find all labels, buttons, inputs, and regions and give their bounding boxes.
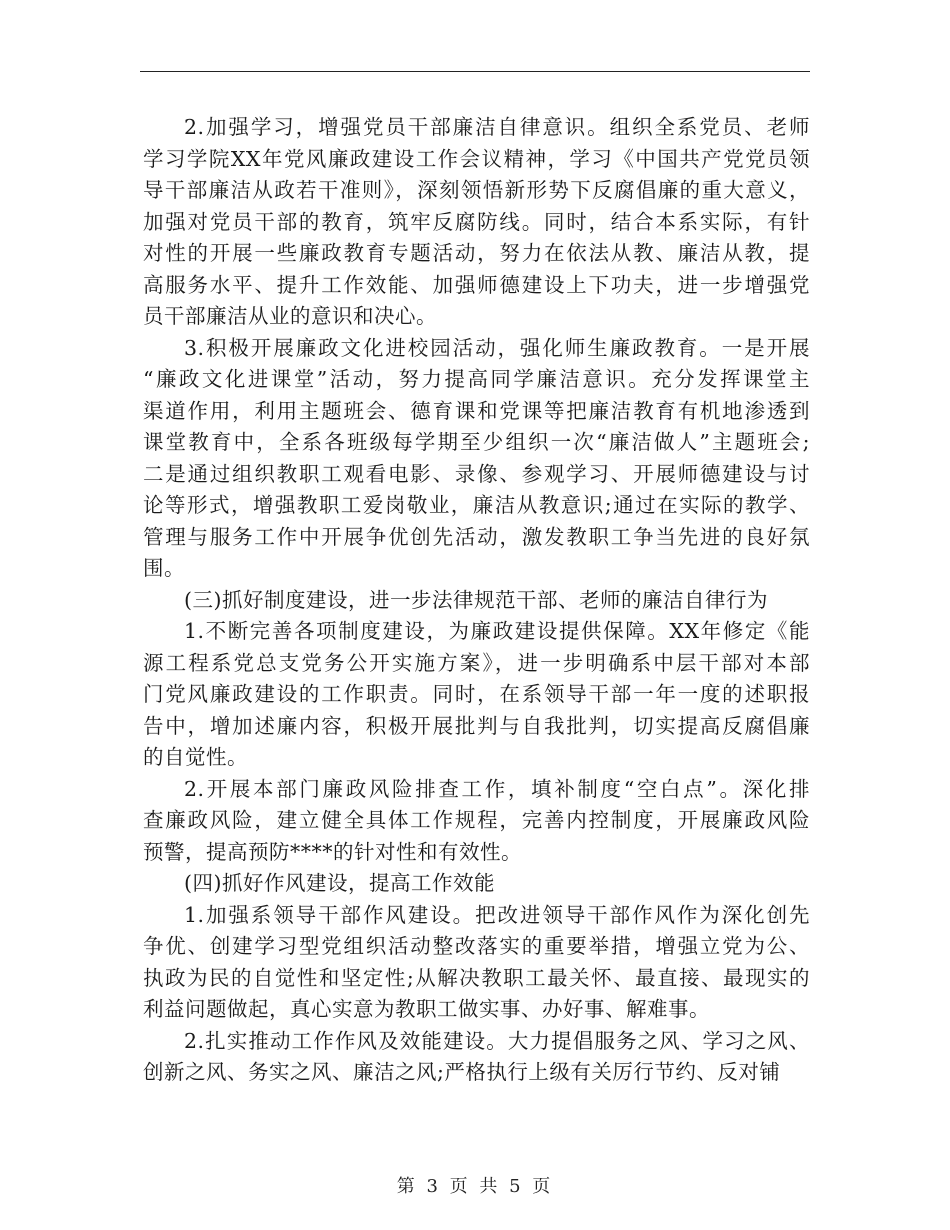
text-line: 管理与服务工作中开展争优创先活动，激发教职工争当先进的良好氛: [143, 524, 810, 549]
text-line: (三)抓好制度建设，进一步法律规范干部、老师的廉洁自律行为: [184, 587, 768, 612]
text-line: 员干部廉洁从业的意识和决心。: [143, 304, 437, 328]
text-line: 利益问题做起，真心实意为教职工做实事、办好事、解难事。: [143, 997, 710, 1021]
paragraph: [143, 585, 810, 617]
text-line: 执政为民的自觉性和坚定性;从解决教职工最关怀、最直接、最现实的: [143, 965, 810, 990]
paragraph: [143, 900, 810, 1026]
text-line: 1.加强系领导干部作风建设。把改进领导干部作风作为深化创先: [184, 902, 810, 927]
text-line: 加强对党员干部的教育，筑牢反腐防线。同时，结合本系实际，有针: [143, 209, 810, 234]
text-line: 3.积极开展廉政文化进校园活动，强化师生廉政教育。一是开展: [184, 335, 810, 360]
text-line: “廉政文化进课堂”活动，努力提高同学廉洁意识。充分发挥课堂主: [143, 367, 810, 391]
text-line: 学习学院XX年党风廉政建设工作会议精神，学习《中国共产党党员领: [143, 146, 810, 171]
text-line: 渠道作用，利用主题班会、德育课和党课等把廉洁教育有机地渗透到: [143, 398, 810, 423]
text-line: 预警，提高预防****的针对性和有效性。: [143, 839, 522, 864]
text-line: 创新之风、务实之风、廉洁之风;严格执行上级有关厉行节约、反对铺: [143, 1060, 781, 1084]
paragraph: [143, 333, 810, 585]
text-line: 论等形式，增强教职工爱岗敬业，廉洁从教意识;通过在实际的教学、: [143, 493, 810, 517]
text-line: 门党风廉政建设的工作职责。同时，在系领导干部一年一度的述职报: [143, 682, 810, 706]
text-line: 围。: [143, 556, 185, 580]
paragraph: [143, 112, 810, 333]
text-line: 导干部廉洁从政若干准则》，深刻领悟新形势下反腐倡廉的重大意义，: [143, 178, 810, 202]
text-line: 2.开展本部门廉政风险排查工作，填补制度“空白点”。深化排: [184, 776, 810, 801]
text-line: (四)抓好作风建设，提高工作效能: [184, 871, 495, 895]
text-line: 二是通过组织教职工观看电影、录像、参观学习、开展师德建设与讨: [143, 461, 810, 486]
paragraph: [143, 868, 810, 900]
text-line: 查廉政风险，建立健全具体工作规程，完善内控制度，开展廉政风险: [143, 808, 810, 832]
text-line: 的自觉性。: [143, 745, 248, 769]
text-line: 2.扎实推动工作作风及效能建设。大力提倡服务之风、学习之风、: [184, 1028, 810, 1053]
page-footer: 第 3 页 共 5 页: [396, 1176, 554, 1197]
document-body: [143, 112, 810, 1089]
header-rule: [140, 71, 810, 72]
text-line: 对性的开展一些廉政教育专题活动，努力在依法从教、廉洁从教，提: [143, 241, 810, 265]
text-line: 1.不断完善各项制度建设，为廉政建设提供保障。XX年修定《能: [184, 619, 810, 643]
text-line: 争优、创建学习型党组织活动整改落实的重要举措，增强立党为公、: [143, 934, 810, 958]
text-line: 高服务水平、提升工作效能、加强师德建设上下功夫，进一步增强党: [143, 272, 810, 297]
text-line: 课堂教育中，全系各班级每学期至少组织一次“廉洁做人”主题班会;: [143, 430, 810, 454]
paragraph: [143, 774, 810, 869]
text-line: 源工程系党总支党务公开实施方案》，进一步明确系中层干部对本部: [143, 650, 810, 675]
text-line: 2.加强学习，增强党员干部廉洁自律意识。组织全系党员、老师: [184, 115, 810, 139]
paragraph: [143, 616, 810, 774]
paragraph: [143, 1026, 810, 1089]
text-line: 告中，增加述廉内容，积极开展批判与自我批判，切实提高反腐倡廉: [143, 713, 810, 738]
